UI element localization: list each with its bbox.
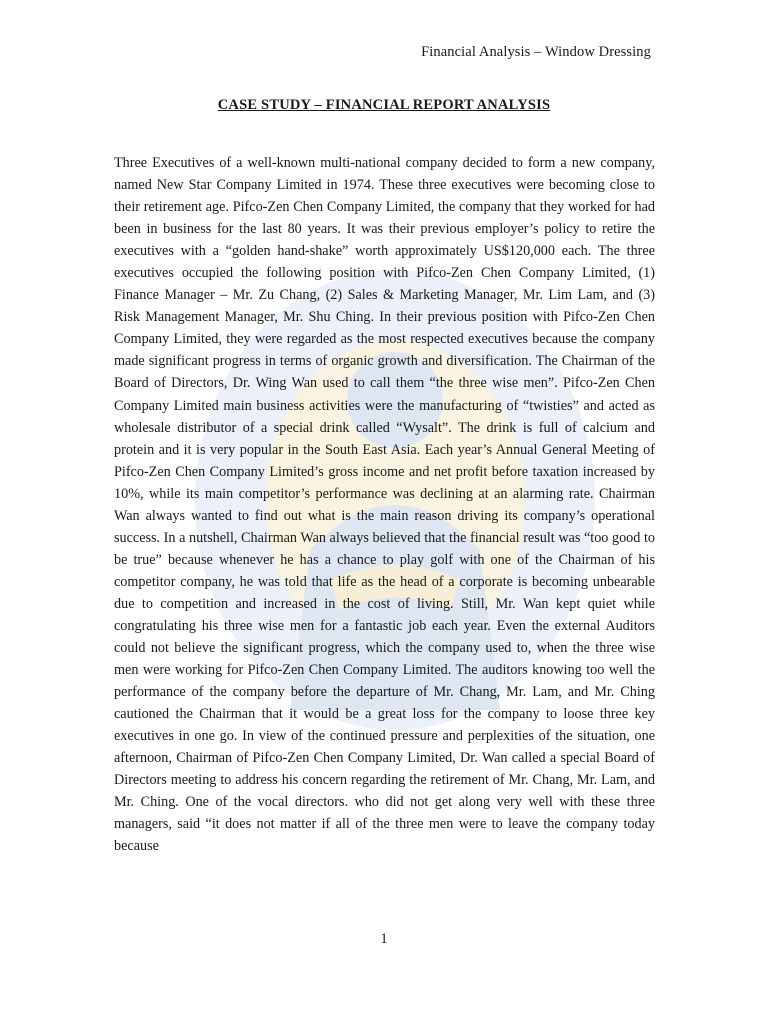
running-header: Financial Analysis – Window Dressing [421, 44, 651, 60]
page-number: 1 [380, 931, 388, 947]
body-paragraph: Three Executives of a well-known multi-national company decided to form a new company, named New Star Company Limited in 1974. These three executives were becoming close to their retirement age. Pifco-Zen Chen Company Limited, the company that they worked for had been in business for the last 80 years. It was their previous employer’s policy to retire the executives with a “golden hand-shake” worth approximately US$120,000 each. The three executives occupied the following position with Pifco-Zen Chen Company Limited, (1) Finance Manager – Mr. Zu Chang, (2) Sales & Marketing Manager, Mr. Lim Lam, and (3) Risk Management Manager, Mr. Shu Ching. In their previous position with Pifco-Zen Chen Company Limited, they were regarded as the most respected executives because the company made significant progress in terms of organic growth and diversification. The Chairman of the Board of Directors, Dr. Wing Wan used to call them “the three wise men”. Pifco-Zen Chen Company Limited main business activities were the manufacturing of “twisties” and acted as wholesale distributor of a special drink called “Wysalt”. The drink is full of calcium and protein and it is very popular in the South East Asia. Each year’s Annual General Meeting of Pifco-Zen Chen Company Limited’s gross income and net profit before taxation increased by 10%, while its main competitor’s performance was declining at an alarming rate. Chairman Wan always wanted to find out what is the main reason driving its company’s operational success. In a nutshell, Chairman Wan always believed that the financial result was “too good to be true” because whenever he has a chance to play golf with one of the Chairman of his competitor company, he was told that life as the head of a corporate is becoming unbearable due to competition and increased in the cost of living. Still, Mr. Wan kept quiet while congratulating his three wise men for a fantastic job each year. Even the external Auditors could not believe the significant progress, which the company used to, when the three wise men were working for Pifco-Zen Chen Company Limited. The auditors knowing too well the performance of the company before the departure of Mr. Chang, Mr. Lam, and Mr. Ching cautioned the Chairman that it would be a great loss for the company to loose three key executives in one go. In view of the continued pressure and perplexities of the situation, one afternoon, Chairman of Pifco-Zen Chen Company Limited, Dr. Wan called a special Board of Directors meeting to address his concern regarding the retirement of Mr. Chang, Mr. Lam, and Mr. Ching. One of the vocal directors. who did not get along very well with these three managers, said “it does not matter if all of the three men were to leave the company today because [114, 155, 655, 855]
page-title: CASE STUDY – FINANCIAL REPORT ANALYSIS [217, 97, 551, 113]
